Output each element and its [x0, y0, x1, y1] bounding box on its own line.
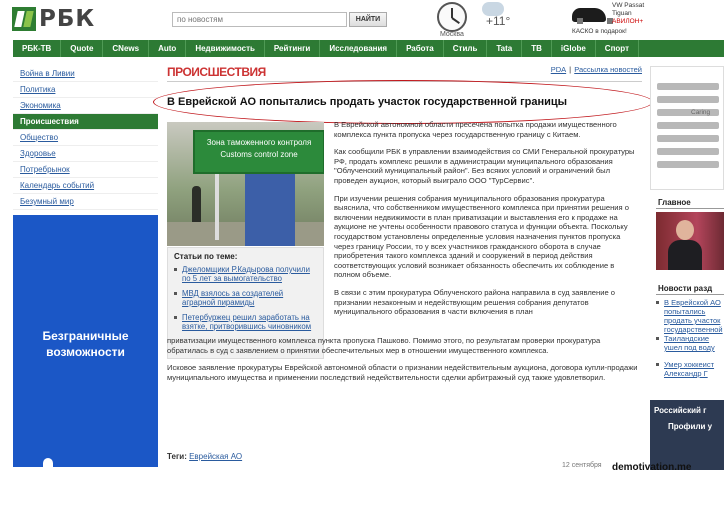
article-paragraph: Как сообщили РБК в управлении взаимодействия со СМИ Генеральной прокуратуры РФ, продать комплекс решили в администрации муниципального образования "Облученский муниципальный район". Без всяких условий и ограничений был проведен аукцион, который выиграло ООО "ТурСервис".: [334, 147, 635, 185]
divider: [656, 208, 724, 209]
banner-text: [13, 328, 158, 360]
header: [0, 0, 724, 40]
sidebar-item-politics[interactable]: Политика: [13, 82, 158, 98]
divider: [167, 81, 642, 82]
sidebar-item-crazy-world[interactable]: Безумный мир: [13, 194, 158, 210]
car-ad-text[interactable]: [612, 2, 644, 26]
sign-line: Customs control zone: [220, 150, 298, 159]
photo-person: [192, 186, 201, 222]
divider: [656, 294, 724, 295]
right-news-text: Умер хоккеист Александр Г: [664, 360, 715, 378]
right-news-text: Таиландские ушел под воду: [664, 334, 715, 352]
nav-item-jobs[interactable]: Работа: [397, 40, 444, 57]
weather-temperature: +11°: [486, 14, 511, 28]
sidebar-item-libya-war[interactable]: Война в Ливии: [13, 66, 158, 82]
sidebar-item-consumer[interactable]: Потребрынок: [13, 162, 158, 178]
logo-text: РБК: [39, 6, 96, 32]
banner-line: Профили у: [668, 422, 713, 431]
tags-label: Теги:: [167, 452, 187, 461]
section-title: ПРОИСШЕСТВИЯ: [167, 65, 266, 79]
city-selector[interactable]: Москва: [440, 31, 464, 38]
sidebar-item-incidents[interactable]: Происшествия: [13, 114, 158, 130]
rbc-logo-mark-icon: [12, 7, 36, 31]
newsletter-link[interactable]: Рассылка новостей: [574, 65, 642, 74]
sidebar-item-economy[interactable]: Экономика: [13, 98, 158, 114]
nav-item-cnews[interactable]: CNews: [103, 40, 149, 57]
main-news-heading[interactable]: Главное: [658, 198, 691, 207]
banner-line: Безграничные: [42, 329, 129, 343]
nav-item-realty[interactable]: Недвижимость: [186, 40, 265, 57]
right-news-link[interactable]: [656, 360, 724, 378]
watermark: demotivation.me: [612, 462, 692, 473]
pda-link[interactable]: PDA: [550, 65, 567, 74]
article-body-bottom: [167, 336, 642, 390]
article-paragraph: Исковое заявление прокуратуры Еврейской автономной области о признании недействительным аукциона, договора купли-продажи муниципального имущества и применении последствий недействительности сделки арбитражный суд также удовлетворил.: [167, 363, 638, 382]
customs-sign: [193, 130, 324, 174]
right-banner-ad[interactable]: [650, 400, 724, 470]
sidebar-item-society[interactable]: Общество: [13, 130, 158, 146]
article-body-top: [334, 120, 642, 325]
section-news-heading[interactable]: Новости разд: [658, 284, 713, 293]
photo-booth: [245, 170, 295, 246]
tag-link[interactable]: Еврейская АО: [189, 452, 243, 461]
related-title: Статьи по теме:: [174, 252, 238, 261]
right-news-link[interactable]: [656, 298, 724, 334]
sidebar-item-health[interactable]: Здоровье: [13, 146, 158, 162]
nav-item-sport[interactable]: Спорт: [596, 40, 639, 57]
sidebar-item-calendar[interactable]: Календарь событий: [13, 178, 158, 194]
nav-item-tv[interactable]: ТВ: [522, 40, 552, 57]
rbc-logo[interactable]: [12, 6, 95, 32]
article-photo[interactable]: [167, 122, 324, 246]
right-news-link[interactable]: [656, 334, 724, 352]
related-link[interactable]: Петербуржец решил заработать на взятке, притворившись чиновником: [174, 313, 317, 331]
nav-item-tata[interactable]: Tata: [487, 40, 522, 57]
article-paragraph: В Еврейской автономной области пресечена попытка продажи имущественного комплекса пункта пропуска через государственную границу с Китаем.: [334, 120, 617, 139]
top-links: [551, 65, 642, 74]
car-ad-image[interactable]: [572, 8, 606, 22]
banner-logo-icon: [43, 458, 53, 467]
partner-logos: [657, 77, 719, 177]
search-input[interactable]: [172, 12, 347, 27]
footer-date: 12 сентября: [562, 462, 602, 469]
right-news-text: В Еврейской АО попытались продать участок государственной: [664, 298, 723, 334]
nav-item-iglobe[interactable]: iGlobe: [552, 40, 596, 57]
search-button[interactable]: НАЙТИ: [349, 12, 387, 27]
sign-line: Зона таможенного контроля: [206, 138, 312, 147]
nav-item-ratings[interactable]: Рейтинги: [265, 40, 320, 57]
nav-item-style[interactable]: Стиль: [444, 40, 488, 57]
promo-line: АВИЛОН+: [612, 18, 644, 25]
nav-item-auto[interactable]: Auto: [149, 40, 186, 57]
left-banner-ad[interactable]: [13, 215, 158, 467]
banner-line: возможности: [46, 345, 125, 359]
related-link[interactable]: Джеломщики Р.Кадырова получили по 5 лет за вымогательство: [174, 265, 317, 283]
main-news-photo[interactable]: [656, 212, 724, 270]
nav-item-research[interactable]: Исследования: [320, 40, 397, 57]
partner-logos-box[interactable]: [650, 66, 724, 190]
related-link[interactable]: МВД взялось за создателей аграрной пирамиды: [174, 289, 317, 307]
promo-subtitle[interactable]: КАСКО в подарок!: [572, 28, 627, 35]
top-navigation: [13, 40, 724, 57]
article-headline: В Еврейской АО попытались продать участок государственной границы: [167, 96, 568, 108]
link-separator: |: [569, 65, 572, 74]
article-paragraph: приватизации имущественного комплекса пункта пропуска Пашково. Помимо этого, по результатам проверки прокуратура обратилась в суд с заявлением о принятии обеспечительных мер в отношении имущественного комплекса.: [167, 336, 601, 355]
clock-icon: [437, 2, 467, 32]
article-paragraph: При изучении решения собрания муниципального образования прокуратура выяснила, что собственником имущественного комплекса при принятии решения о включении недвижимости в план приватизации и выставления его к продаже на аукционе не учтены особенности правового статуса и функции объекта. Поскольку государством установлены определенные условия назначения пунктов пропуска через границу России, то у всех участников гражданского оборота в случае приобретения такого комплекса зданий и сооружений в период действия соответствующих условий возникает обязанность обеспечить их соблюдение в полном объеме.: [334, 193, 629, 280]
nav-item-quote[interactable]: Quote: [61, 40, 103, 57]
article-paragraph: В связи с этим прокуратура Облученского района направила в суд заявление о признании незаконным и недействующим решения собрания депутатов муниципального образования в части включения в план: [334, 287, 616, 317]
promo-line: VW Passat: [612, 2, 645, 9]
promo-line: Tiguan: [612, 10, 632, 17]
banner-line: Российский г: [654, 406, 707, 415]
photo-pole: [215, 170, 219, 240]
nav-item-rbc-tv[interactable]: РБК-ТВ: [13, 40, 61, 57]
sidebar: [13, 66, 158, 210]
article-tags: [167, 452, 242, 461]
